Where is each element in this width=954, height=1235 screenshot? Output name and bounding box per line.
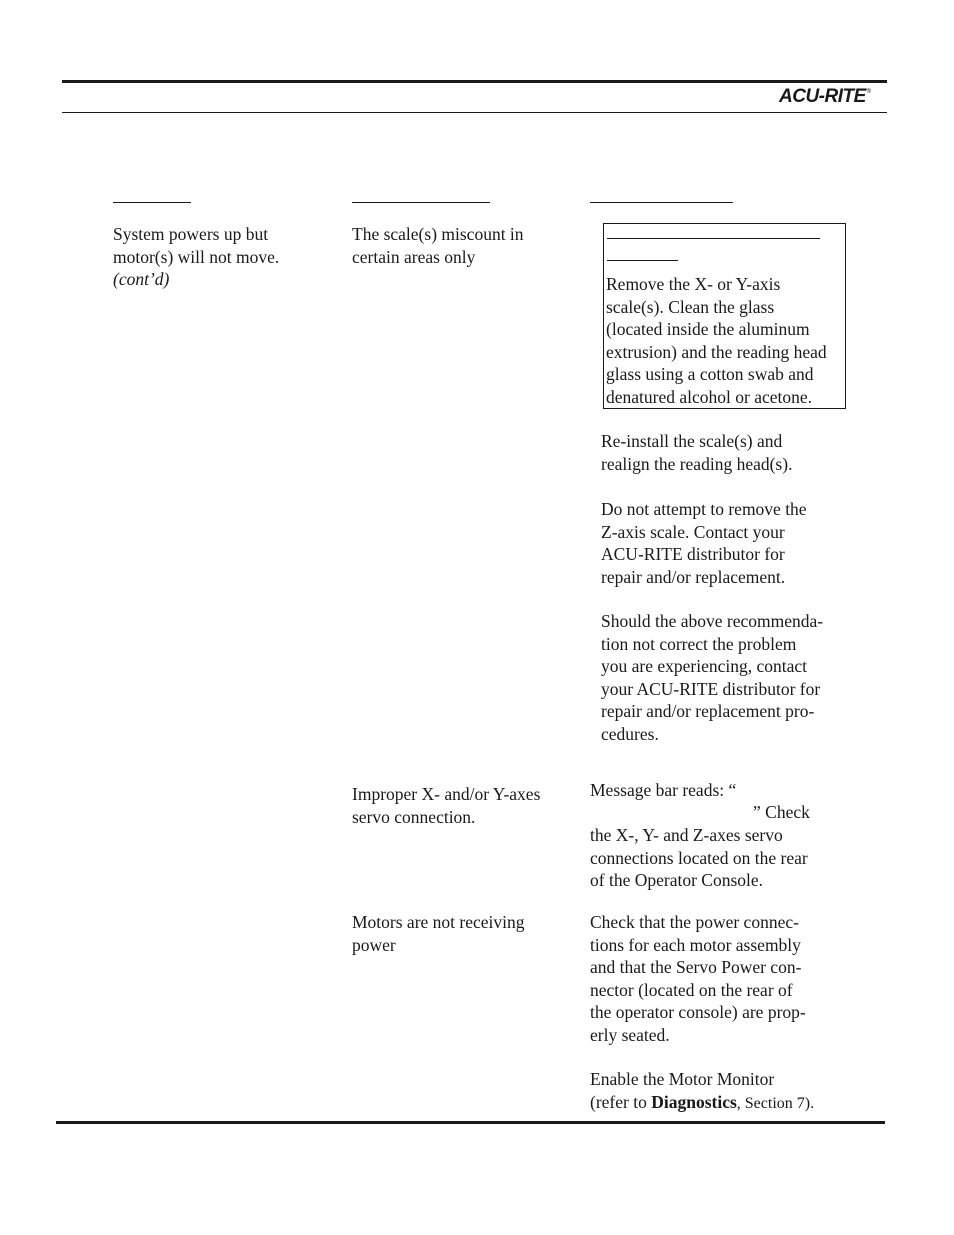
diagnostics-ref-prefix: (refer to xyxy=(590,1092,652,1112)
logo-text: ACU-RITE xyxy=(779,86,866,107)
message-bar-line1: Message bar reads: “ xyxy=(590,780,737,800)
acu-rite-logo xyxy=(779,86,871,108)
col-heading-underline-solution xyxy=(590,202,733,203)
header-top-rule xyxy=(62,80,887,83)
reinstall-text: Re-install the scale(s) and realign the reading head(s). xyxy=(601,431,793,474)
problem-text: System powers up but motor(s) will not move. xyxy=(113,224,280,267)
servo-check-text: the X-, Y- and Z-axes servo connections located on the rear of the Operator Console. xyxy=(590,825,808,890)
note-heading-underline-1 xyxy=(607,238,820,239)
cause-motors-no-power: Motors are not receiving power xyxy=(352,912,525,955)
cause-scale-miscount: The scale(s) miscount in certain areas only xyxy=(352,224,524,267)
col-heading-underline-problem xyxy=(113,202,191,203)
power-check-text: Check that the power connec- tions for each motor assembly and that the Servo Power con- nector (located on the rear of the operator console) are prop- erly seated. xyxy=(590,912,806,1045)
header-bottom-rule xyxy=(62,112,887,113)
note-clean-glass-text: Remove the X- or Y-axis scale(s). Clean the glass (located inside the aluminum extrusion) and the reading head glass using a cotton swab and denatured alcohol or acetone. xyxy=(606,274,827,407)
diagnostics-ref-suffix: , Section 7). xyxy=(736,1095,815,1112)
col-heading-underline-cause xyxy=(352,202,490,203)
diagnostics-reference xyxy=(590,1091,814,1116)
contact-distributor-text: Should the above recommenda- tion not correct the problem you are experiencing, contact your ACU-RITE distributor for repair and/or replacement pro- cedures. xyxy=(601,611,824,744)
cause-servo-connection: Improper X- and/or Y-axes servo connection. xyxy=(352,784,541,827)
footer-rule xyxy=(56,1121,885,1124)
note-heading-underline-2 xyxy=(607,260,678,261)
zaxis-warning-text: Do not attempt to remove the Z-axis scale. Contact your ACU-RITE distributor for repair and/or replacement. xyxy=(601,499,807,587)
diagnostics-ref-bold: Diagnostics xyxy=(651,1092,737,1112)
enable-motor-monitor-text: Enable the Motor Monitor xyxy=(590,1069,775,1089)
continued-label: (cont’d) xyxy=(113,269,170,289)
registered-mark: ® xyxy=(866,89,871,95)
message-bar-line2: ” Check xyxy=(753,802,810,822)
